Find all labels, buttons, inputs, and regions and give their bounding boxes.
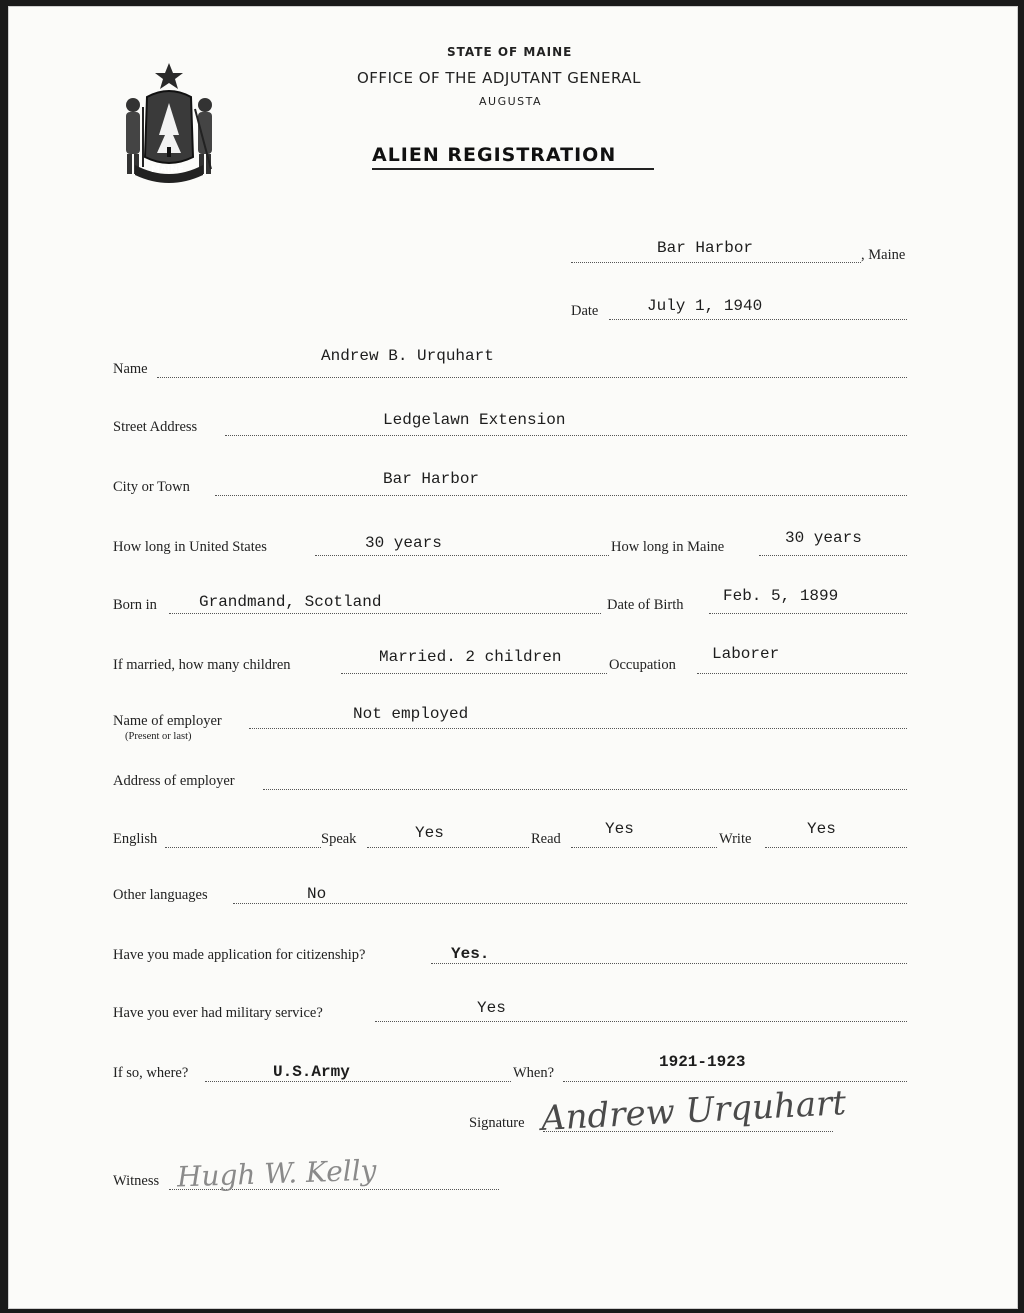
where-label: If so, where? bbox=[113, 1065, 189, 1081]
english-label: English bbox=[113, 831, 158, 847]
read-line bbox=[571, 847, 717, 848]
signature-label: Signature bbox=[469, 1115, 525, 1131]
when-value: 1921-1923 bbox=[659, 1053, 746, 1071]
registration-form bbox=[8, 6, 1018, 1309]
born-label: Born in bbox=[113, 597, 157, 613]
married-line bbox=[341, 673, 607, 674]
occupation-label: Occupation bbox=[609, 657, 676, 673]
location-suffix: , Maine bbox=[861, 247, 906, 263]
maine-duration-label: How long in Maine bbox=[611, 539, 725, 555]
where-line bbox=[205, 1081, 511, 1082]
page-title: ALIEN REGISTRATION bbox=[372, 144, 617, 166]
maine-duration-line bbox=[759, 555, 907, 556]
employer-address-line bbox=[263, 789, 907, 790]
citizenship-label: Have you made application for citizenship? bbox=[113, 947, 366, 963]
other-languages-label: Other languages bbox=[113, 887, 208, 903]
dob-label: Date of Birth bbox=[607, 597, 684, 613]
location-line bbox=[571, 262, 861, 263]
city-line bbox=[215, 495, 907, 496]
employer-value: Not employed bbox=[353, 705, 469, 723]
us-duration-line bbox=[315, 555, 609, 556]
seal-label: MAINE bbox=[151, 165, 184, 175]
signature: Andrew Urquhart bbox=[540, 1083, 847, 1139]
maine-duration-value: 30 years bbox=[785, 529, 862, 547]
city-label: City or Town bbox=[113, 479, 190, 495]
other-languages-line bbox=[233, 903, 907, 904]
married-label: If married, how many children bbox=[113, 657, 291, 673]
born-line bbox=[169, 613, 601, 614]
write-line bbox=[765, 847, 907, 848]
english-line bbox=[165, 847, 321, 848]
write-value: Yes bbox=[807, 820, 836, 838]
speak-line bbox=[367, 847, 529, 848]
read-label: Read bbox=[531, 831, 561, 847]
employer-address-label: Address of employer bbox=[113, 773, 235, 789]
occupation-value: Laborer bbox=[712, 645, 780, 663]
citizenship-line bbox=[431, 963, 907, 964]
speak-label: Speak bbox=[321, 831, 357, 847]
read-value: Yes bbox=[605, 820, 634, 838]
date-value: July 1, 1940 bbox=[647, 297, 763, 315]
occupation-line bbox=[697, 673, 907, 674]
date-line bbox=[609, 319, 907, 320]
dob-value: Feb. 5, 1899 bbox=[723, 587, 839, 605]
citizenship-value: Yes. bbox=[451, 945, 490, 963]
street-value: Ledgelawn Extension bbox=[383, 411, 566, 429]
other-languages-value: No bbox=[307, 885, 327, 903]
location-value: Bar Harbor bbox=[657, 239, 754, 257]
header-office: OFFICE OF THE ADJUTANT GENERAL bbox=[357, 69, 641, 87]
us-duration-label: How long in United States bbox=[113, 539, 267, 555]
name-value: Andrew B. Urquhart bbox=[321, 347, 494, 365]
employer-sublabel: (Present or last) bbox=[125, 731, 192, 742]
title-underline bbox=[372, 168, 654, 170]
married-value: Married. 2 children bbox=[379, 648, 562, 666]
name-label: Name bbox=[113, 361, 148, 377]
date-label: Date bbox=[571, 303, 599, 319]
military-label: Have you ever had military service? bbox=[113, 1005, 323, 1021]
us-duration-value: 30 years bbox=[365, 534, 442, 552]
employer-label: Name of employer bbox=[113, 713, 222, 729]
witness-label: Witness bbox=[113, 1173, 160, 1189]
street-label: Street Address bbox=[113, 419, 198, 435]
military-line bbox=[375, 1021, 907, 1022]
witness-signature: Hugh W. Kelly bbox=[176, 1153, 377, 1194]
when-line bbox=[563, 1081, 907, 1082]
employer-line bbox=[249, 728, 907, 729]
name-line bbox=[157, 377, 907, 378]
header-city: AUGUSTA bbox=[479, 95, 543, 108]
speak-value: Yes bbox=[415, 824, 444, 842]
header-state: STATE OF MAINE bbox=[447, 45, 573, 59]
when-label: When? bbox=[513, 1065, 555, 1081]
dob-line bbox=[709, 613, 907, 614]
city-value: Bar Harbor bbox=[383, 470, 480, 488]
street-line bbox=[225, 435, 907, 436]
where-value: U.S.Army bbox=[273, 1063, 350, 1081]
write-label: Write bbox=[719, 831, 752, 847]
military-value: Yes bbox=[477, 999, 506, 1017]
born-value: Grandmand, Scotland bbox=[199, 593, 382, 611]
